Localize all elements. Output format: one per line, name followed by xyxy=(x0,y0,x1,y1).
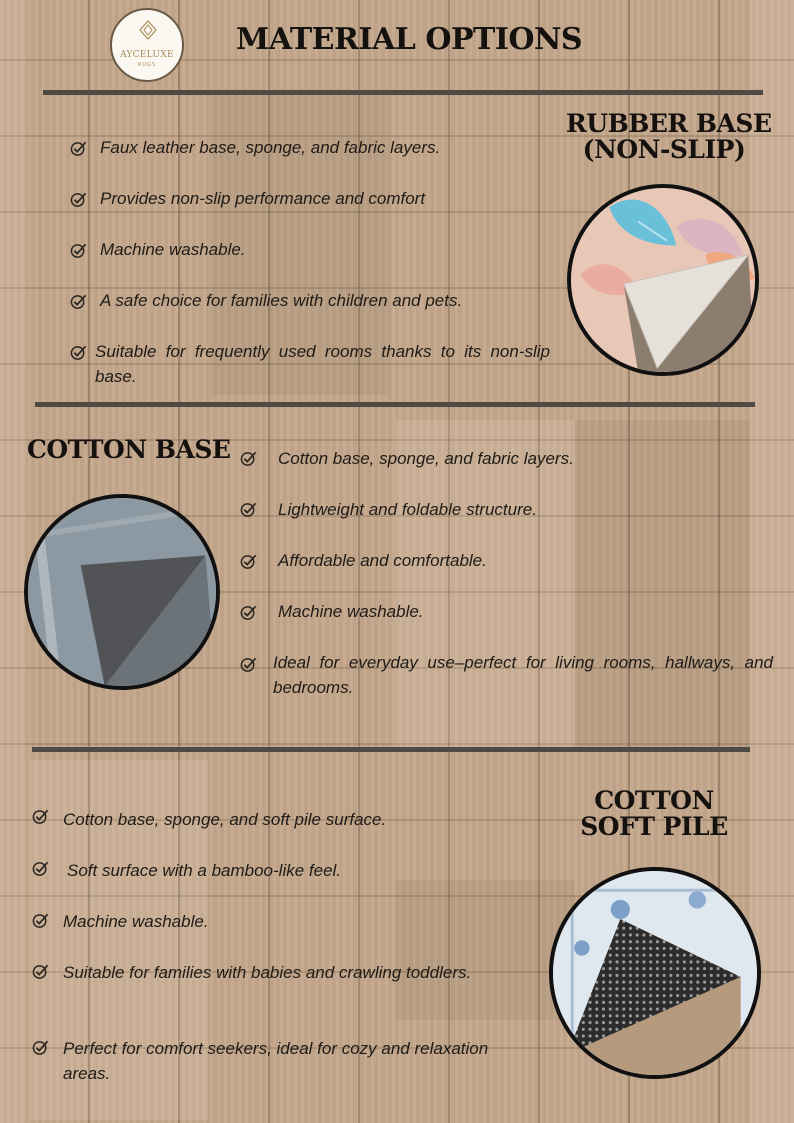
check-circle-icon xyxy=(70,191,87,208)
check-circle-icon xyxy=(240,501,257,518)
divider xyxy=(32,747,750,752)
list-item: Machine washable. xyxy=(100,240,246,259)
check-circle-icon xyxy=(70,293,87,310)
logo-name: AYCELUXE xyxy=(120,50,174,60)
title-line: COTTON BASE xyxy=(27,435,231,464)
page-title: MATERIAL OPTIONS xyxy=(236,22,583,57)
check-circle-icon xyxy=(32,912,49,929)
check-circle-icon xyxy=(70,140,87,157)
logo-diamond-icon xyxy=(138,20,158,40)
list-item: Machine washable. xyxy=(278,602,424,621)
title-line: SOFT PILE xyxy=(580,812,728,841)
check-circle-icon xyxy=(32,963,49,980)
check-circle-icon xyxy=(240,656,257,673)
list-item: Suitable for families with babies and crawling toddlers. xyxy=(63,963,472,982)
check-circle-icon xyxy=(240,450,257,467)
list-item: Soft surface with a bamboo-like feel. xyxy=(67,861,342,880)
divider xyxy=(35,402,755,407)
check-circle-icon xyxy=(240,553,257,570)
list-item: Affordable and comfortable. xyxy=(278,551,487,570)
list-item: Suitable for frequently used rooms thanks to its non-slip base. xyxy=(95,342,550,386)
rug-blue-floral-dotted-backing-image xyxy=(549,867,761,1079)
check-circle-icon xyxy=(240,604,257,621)
list-item: Machine washable. xyxy=(63,912,209,931)
section-title-rubber-base xyxy=(566,109,772,164)
brand-logo xyxy=(110,8,184,82)
title-line: (NON-SLIP) xyxy=(582,135,746,164)
check-circle-icon xyxy=(32,1039,49,1056)
list-item: Provides non-slip performance and comfort xyxy=(100,189,426,208)
list-item: Perfect for comfort seekers, ideal for cozy and relaxation areas. xyxy=(63,1039,489,1083)
section-title-cotton-soft-pile xyxy=(566,788,742,840)
check-circle-icon xyxy=(70,344,87,361)
list-item: Faux leather base, sponge, and fabric layers. xyxy=(100,138,441,157)
logo-subtitle: RUGS xyxy=(137,62,157,68)
title-line: COTTON xyxy=(594,786,714,815)
list-item: Cotton base, sponge, and fabric layers. xyxy=(278,449,574,468)
check-circle-icon xyxy=(70,242,87,259)
check-circle-icon xyxy=(32,808,49,825)
rug-leaf-pattern-rubber-backing-image xyxy=(567,184,759,376)
list-item: A safe choice for families with children and pets. xyxy=(100,291,463,310)
title-line: RUBBER BASE xyxy=(566,109,772,138)
list-item: Lightweight and foldable structure. xyxy=(278,500,537,519)
rug-grey-cotton-backing-image xyxy=(24,494,220,690)
section-title-cotton-base xyxy=(27,435,231,464)
divider xyxy=(43,90,763,95)
list-item: Cotton base, sponge, and soft pile surface. xyxy=(63,810,387,829)
check-circle-icon xyxy=(32,860,49,877)
list-item: Ideal for everyday use–perfect for living rooms, hallways, and bedrooms. xyxy=(273,653,773,697)
